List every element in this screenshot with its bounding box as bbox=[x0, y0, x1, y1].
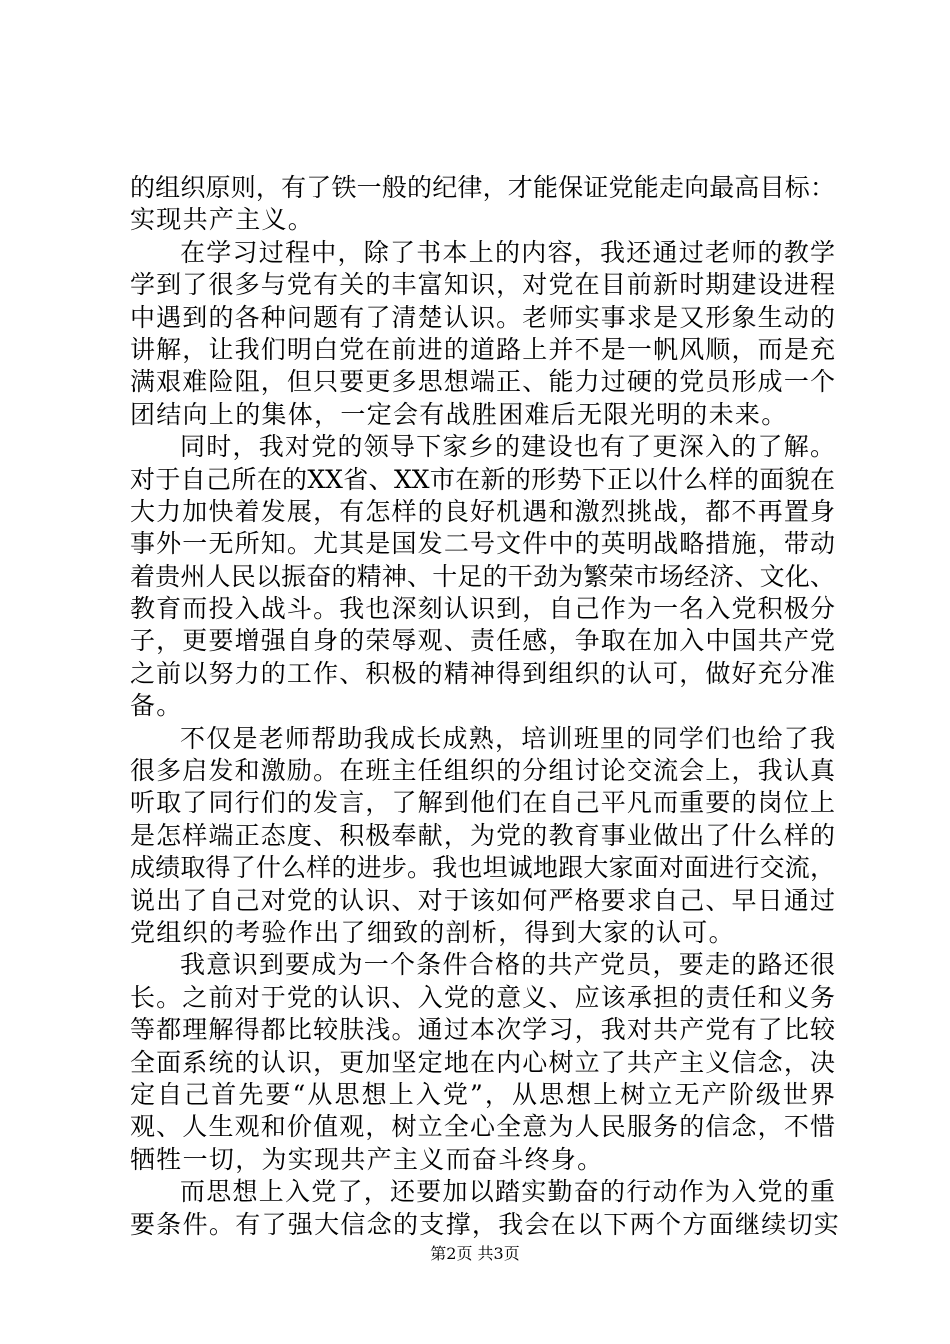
text-line: 要条件。有了强大信念的支撑，我会在以下两个方面继续切实 bbox=[130, 1209, 841, 1239]
text-line: 而思想上入党了，还要加以踏实勤奋的行动作为入党的重 bbox=[180, 1177, 835, 1207]
text-line: 备。 bbox=[130, 691, 183, 721]
text-line: 党组织的考验作出了细致的剖析，得到大家的认可。 bbox=[130, 917, 735, 947]
text-line: 学到了很多与党有关的丰富知识，对党在目前新时期建设进程 bbox=[130, 270, 835, 300]
text-line: 着贵州人民以振奋的精神、十足的干劲为繁荣市场经济、文化、 bbox=[130, 561, 835, 591]
text-line: 教育而投入战斗。我也深刻认识到，自己作为一名入党积极分 bbox=[130, 594, 835, 624]
text-line: 之前以努力的工作、积极的精神得到组织的认可，做好充分准 bbox=[130, 658, 835, 688]
paragraph bbox=[130, 949, 835, 1176]
text-line: 不仅是老师帮助我成长成熟，培训班里的同学们也给了我 bbox=[180, 723, 835, 753]
page-footer: 第2页 共3页 bbox=[430, 1244, 520, 1263]
text-line: 成绩取得了什么样的进步。我也坦诚地跟大家面对面进行交流， bbox=[130, 853, 835, 883]
text-line: 等都理解得都比较肤浅。通过本次学习，我对共产党有了比较 bbox=[130, 1015, 835, 1045]
text-line: 我意识到要成为一个条件合格的共产党员，要走的路还很 bbox=[180, 950, 835, 980]
text-line: 是怎样端正态度、积极奉献，为党的教育事业做出了什么样的 bbox=[130, 820, 835, 850]
paragraph bbox=[130, 1176, 841, 1241]
text-line: 大力加快着发展，有怎样的良好机遇和激烈挑战，都不再置身 bbox=[130, 496, 835, 526]
text-line: 同时，我对党的领导下家乡的建设也有了更深入的了解。 bbox=[180, 432, 835, 462]
text-line: 长。之前对于党的认识、入党的意义、应该承担的责任和义务 bbox=[130, 982, 835, 1012]
text-line: 很多启发和激励。在班主任组织的分组讨论交流会上，我认真 bbox=[130, 756, 835, 786]
paragraph bbox=[130, 237, 835, 431]
text-line: 听取了同行们的发言，了解到他们在自己平凡而重要的岗位上 bbox=[130, 788, 835, 818]
text-line: 说出了自己对党的认识、对于该如何严格要求自己、早日通过 bbox=[130, 885, 835, 915]
text-line: 事外一无所知。尤其是国发二号文件中的英明战略措施，带动 bbox=[130, 529, 835, 559]
paragraph bbox=[130, 723, 835, 950]
text-line: 在学习过程中，除了书本上的内容，我还通过老师的教学 bbox=[180, 237, 835, 267]
text-line: 观、人生观和价值观，树立全心全意为人民服务的信念，不惜 bbox=[130, 1112, 835, 1142]
text-line: 中遇到的各种问题有了清楚认识。老师实事求是又形象生动的 bbox=[130, 302, 835, 332]
paragraph bbox=[130, 431, 835, 723]
paragraph bbox=[130, 172, 835, 237]
text-line: 的组织原则，有了铁一般的纪律，才能保证党能走向最高目标： bbox=[130, 173, 835, 202]
text-line: 定自己首先要“从思想上入党”，从思想上树立无产阶级世界 bbox=[130, 1079, 835, 1109]
text-line: 子，更要增强自身的荣辱观、责任感，争取在加入中国共产党 bbox=[130, 626, 835, 656]
text-line: 全面系统的认识，更加坚定地在内心树立了共产主义信念，决 bbox=[130, 1047, 835, 1077]
document-body bbox=[130, 172, 841, 1241]
text-line: 实现共产主义。 bbox=[130, 205, 315, 235]
text-line: 对于自己所在的XX省、XX市在新的形势下正以什么样的面貌在 bbox=[130, 464, 835, 494]
text-line: 满艰难险阻，但只要更多思想端正、能力过硬的党员形成一个 bbox=[130, 367, 835, 397]
text-line: 讲解，让我们明白党在前进的道路上并不是一帆风顺，而是充 bbox=[130, 334, 835, 364]
text-line: 团结向上的集体，一定会有战胜困难后无限光明的未来。 bbox=[130, 399, 788, 429]
text-line: 牺牲一切，为实现共产主义而奋斗终身。 bbox=[130, 1144, 604, 1174]
